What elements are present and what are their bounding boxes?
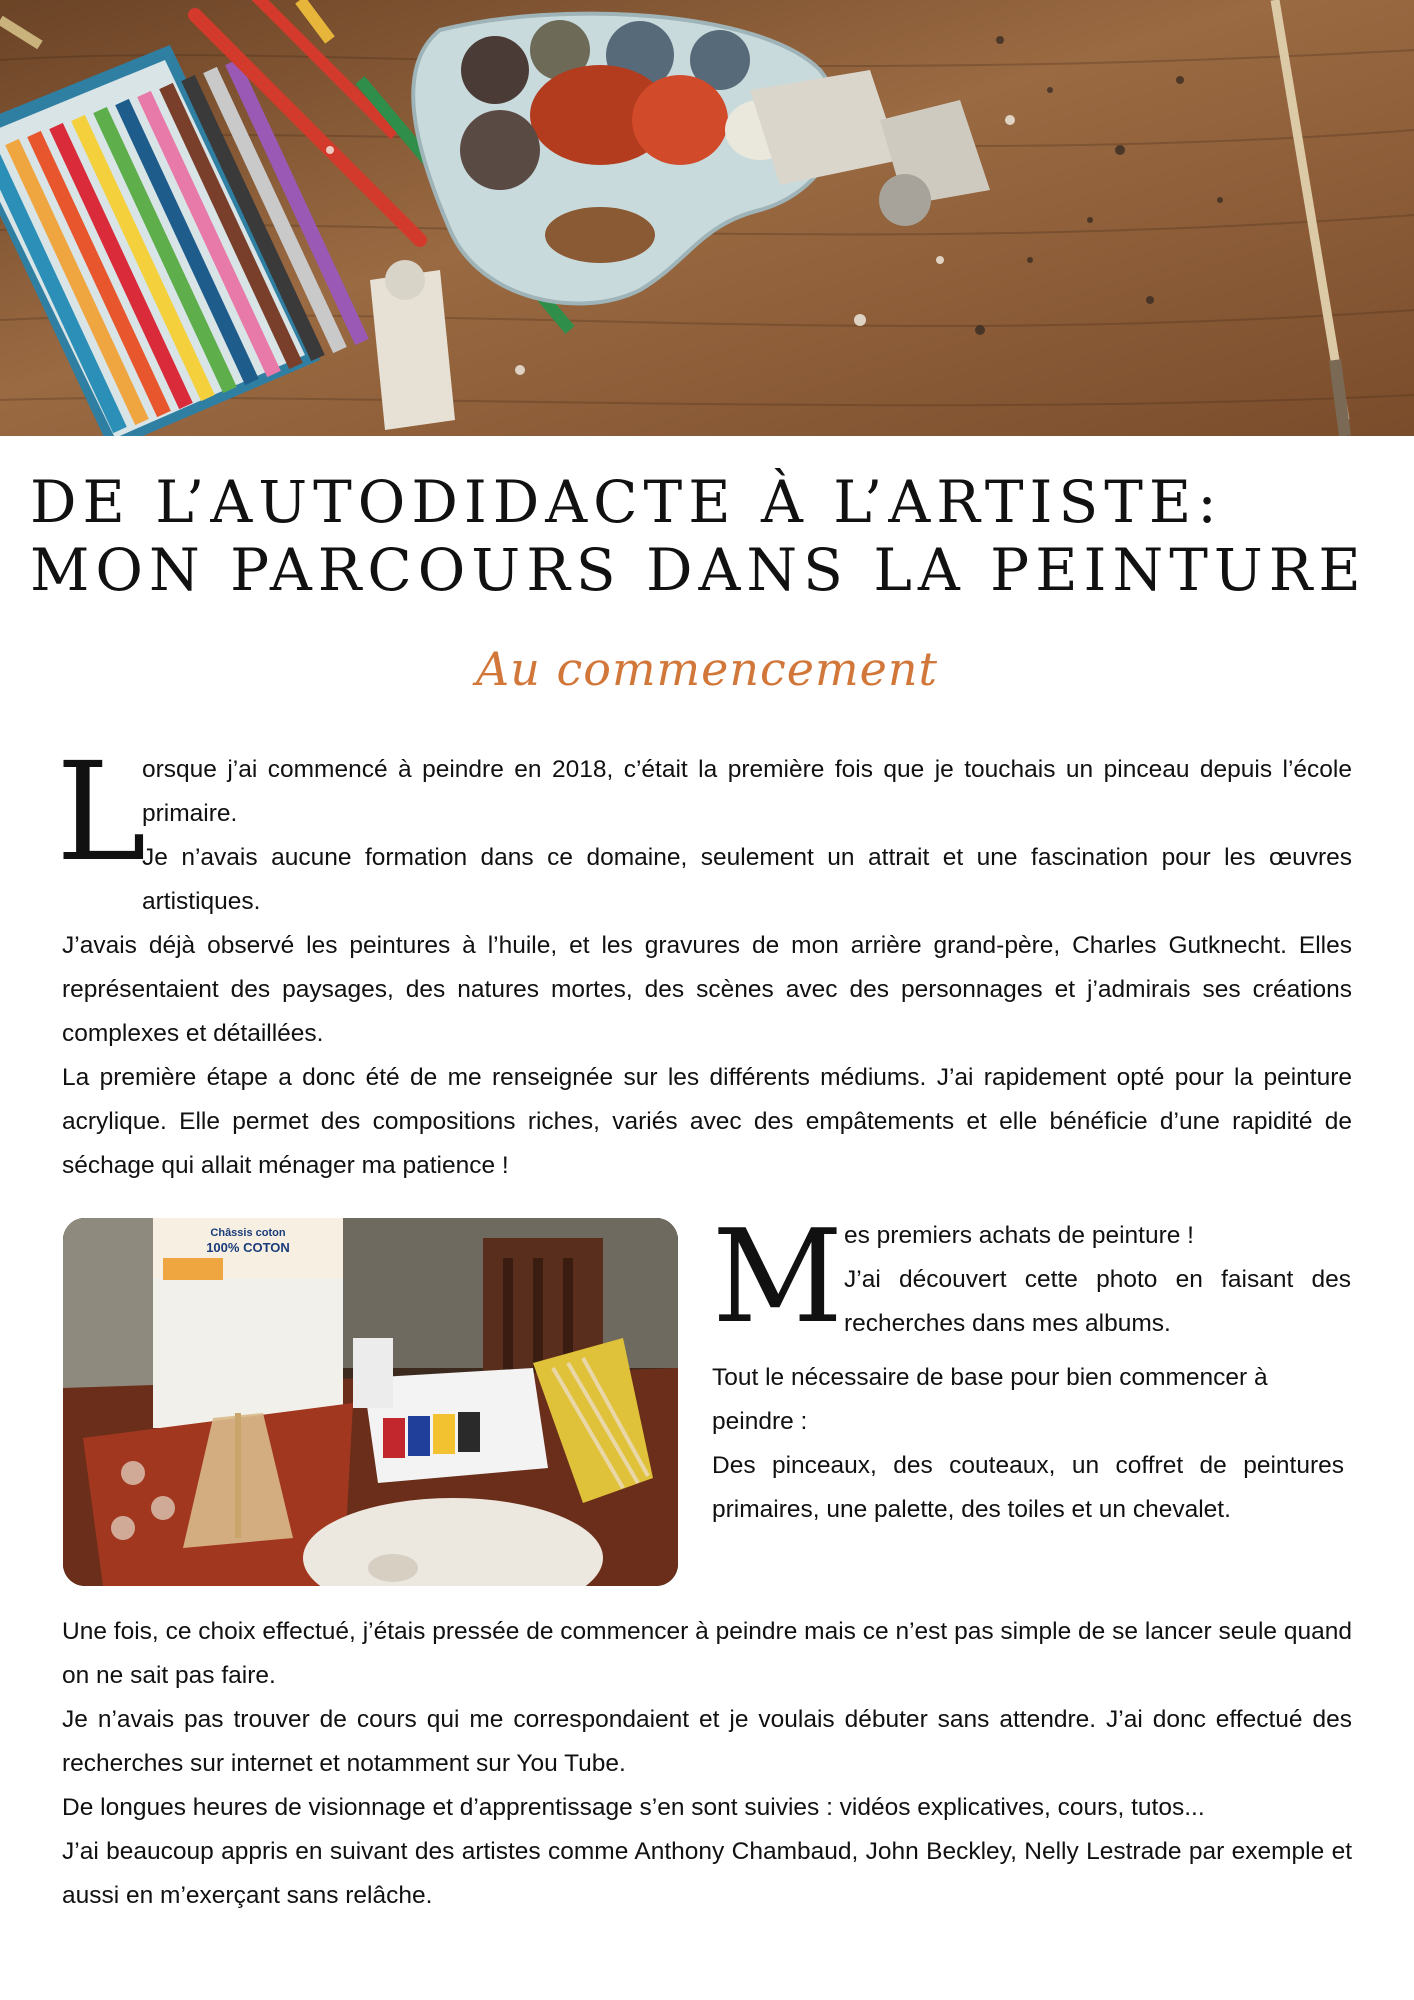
hero-image xyxy=(0,0,1414,436)
photo-caption-necessities: Tout le nécessaire de base pour bien commencer à peindre : xyxy=(712,1364,1268,1435)
page-title xyxy=(30,468,1390,604)
intro-paragraph xyxy=(142,748,1352,924)
art-supplies-illustration xyxy=(0,0,1414,436)
paragraph-learning: De longues heures de visionnage et d’apprentissage s’en sont suivies : vidéos explicatives, cours, tutos... xyxy=(62,1794,1205,1821)
intro-paragraph-1: orsque j’ai commencé à peindre en 2018, c’était la première fois que je touchais un pinceau depuis l’école primaire. xyxy=(142,756,1352,827)
photo-caption-line-1: es premiers achats de peinture ! xyxy=(844,1222,1194,1249)
page-title-line-1: DE L’AUTODIDACTE À L’ARTISTE: xyxy=(30,468,1223,536)
supplies-photo-illustration xyxy=(63,1218,678,1586)
drop-cap-l: L xyxy=(56,734,147,892)
photo-caption-list: Des pinceaux, des couteaux, un coffret de peintures primaires, une palette, des toiles et un chevalet. xyxy=(712,1452,1344,1523)
section-subtitle: Au commencement xyxy=(476,642,938,696)
photo-caption-line-2: J’ai découvert cette photo en faisant des recherches dans mes albums. xyxy=(844,1266,1351,1337)
drop-cap-m: M xyxy=(712,1203,844,1352)
paragraph-medium: La première étape a donc été de me renseignée sur les différents médiums. J’ai rapidement opté pour la peinture acrylique. Elle permet des compositions riches, variés avec des empâtements et elle bénéficie d’une rapidité de séchage qui allait ménager ma patience ! xyxy=(62,1064,1352,1179)
canvas-label: 100% COTON xyxy=(206,1240,290,1255)
intro-paragraph-2: Je n’avais aucune formation dans ce domaine, seulement un attrait et une fascination pour les œuvres artistiques. xyxy=(142,844,1352,915)
photo-caption-intro xyxy=(844,1214,1351,1346)
first-supplies-photo xyxy=(63,1218,678,1586)
paragraph-research: Je n’avais pas trouver de cours qui me correspondaient et je voulais débuter sans attendre. J’ai donc effectué des recherches sur internet et notamment sur You Tube. xyxy=(62,1706,1352,1777)
body-paragraphs-2 xyxy=(62,1610,1352,1918)
paragraph-start: Une fois, ce choix effectué, j’étais pressée de commencer à peindre mais ce n’est pas simple de se lancer seule quand on ne sait pas faire. xyxy=(62,1618,1352,1689)
paragraph-heritage: J’avais déjà observé les peintures à l’huile, et les gravures de mon arrière grand-père, Charles Gutknecht. Elles représentaient des paysages, des natures mortes, des scènes avec des personnages et j’admirais ses créations complexes et détaillées. xyxy=(62,932,1352,1047)
body-paragraphs-1 xyxy=(62,924,1352,1188)
canvas-label-top: Châssis coton xyxy=(210,1227,286,1239)
paragraph-artists: J’ai beaucoup appris en suivant des artistes comme Anthony Chambaud, John Beckley, Nelly Lestrade par exemple et aussi en m’exerçant sans relâche. xyxy=(62,1838,1352,1909)
photo-caption-details xyxy=(712,1356,1344,1532)
page-title-line-2: MON PARCOURS DANS LA PEINTURE xyxy=(30,536,1367,604)
